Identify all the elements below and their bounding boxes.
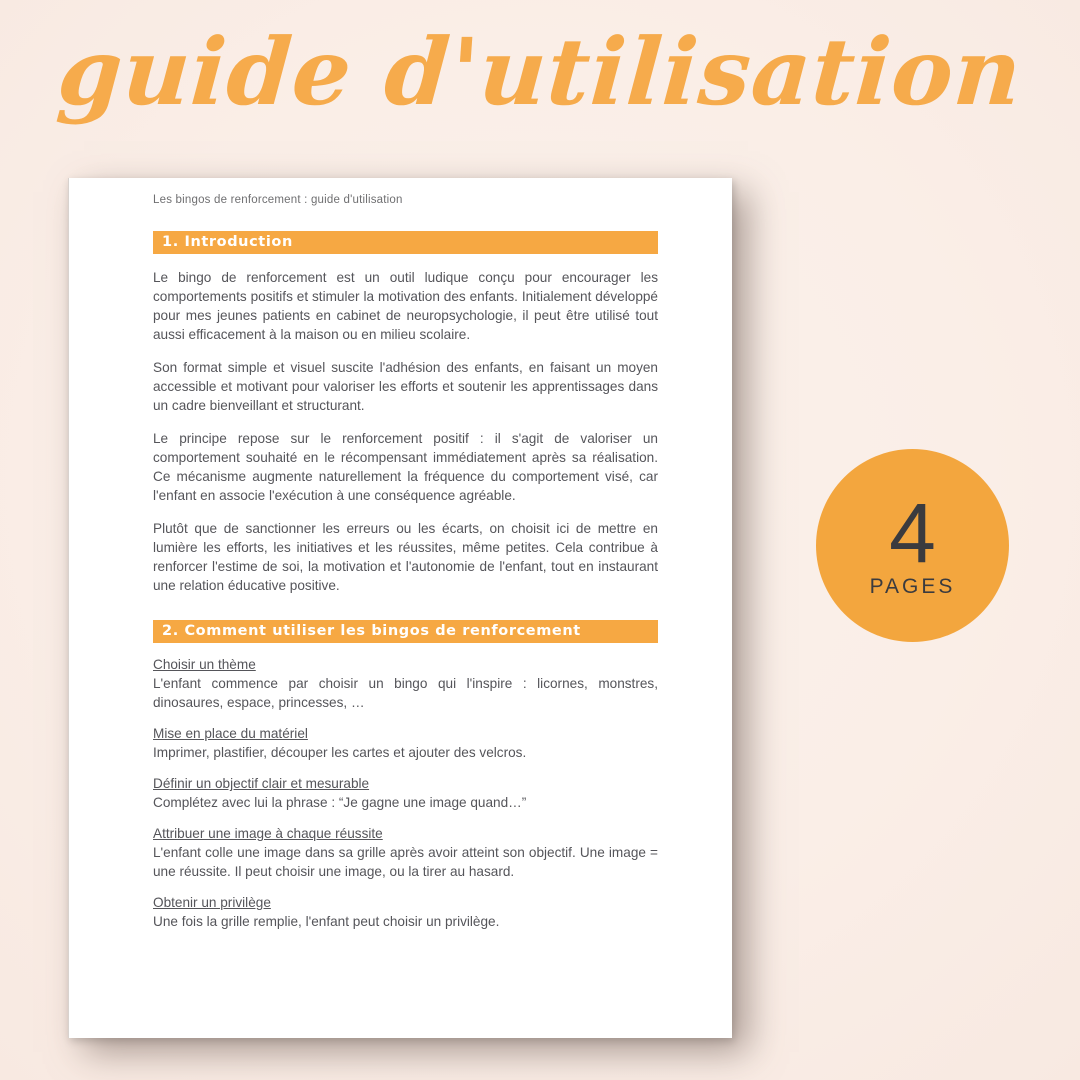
section-heading-introduction: 1. Introduction bbox=[153, 231, 658, 254]
pages-label: PAGES bbox=[869, 574, 956, 598]
intro-paragraph-4: Plutôt que de sanctionner les erreurs ou les écarts, on choisit ici de mettre en lumière les efforts, les initiatives et les réussites, même petites. Cela contribue à renforcer l'estime de soi, la motivation et l'autonomie de l'enfant, tout en instaurant une relation éducative positive. bbox=[153, 521, 658, 593]
section-heading-usage: 2. Comment utiliser les bingos de renforcement bbox=[153, 620, 658, 643]
subsection-text: Complétez avec lui la phrase : “Je gagne une image quand…” bbox=[153, 795, 527, 810]
subsection-define-goal bbox=[153, 774, 658, 812]
subsection-text: Imprimer, plastifier, découper les cartes et ajouter des velcros. bbox=[153, 745, 527, 760]
subsection-choose-theme bbox=[153, 655, 658, 712]
subsection-text: Une fois la grille remplie, l'enfant peut choisir un privilège. bbox=[153, 914, 500, 929]
page-title: guide d'utilisation bbox=[54, 18, 1026, 126]
subsection-text: L'enfant colle une image dans sa grille après avoir atteint son objectif. Une image = une réussite. Il peut choisir une image, ou la tirer au hasard. bbox=[153, 845, 658, 879]
subsection-material-setup bbox=[153, 724, 658, 762]
subsection-title: Obtenir un privilège bbox=[153, 895, 271, 910]
pages-count: 4 bbox=[889, 485, 936, 580]
intro-paragraph-3: Le principe repose sur le renforcement positif : il s'agit de valoriser un comportement souhaité en le récompensant immédiatement après sa réalisation. Ce mécanisme augmente naturellement la fréquence du comportement visé, car l'enfant en associe l'exécution à une conséquence agréable. bbox=[153, 431, 658, 503]
subsection-title: Définir un objectif clair et mesurable bbox=[153, 776, 370, 791]
subsection-title: Mise en place du matériel bbox=[153, 726, 308, 741]
document-preview bbox=[68, 178, 732, 1038]
subsection-assign-image bbox=[153, 824, 658, 881]
subsection-title: Choisir un thème bbox=[153, 657, 256, 672]
intro-paragraph-1: Le bingo de renforcement est un outil ludique conçu pour encourager les comportements positifs et stimuler la motivation des enfants. Initialement développé pour mes jeunes patients en cabinet de neuropsychologie, il peut être utilisé tout aussi efficacement à la maison ou en milieu scolaire. bbox=[153, 270, 658, 342]
intro-paragraph-2: Son format simple et visuel suscite l'adhésion des enfants, en faisant un moyen accessible et motivant pour valoriser les efforts et soutenir les apprentissages dans un cadre bienveillant et structurant. bbox=[153, 360, 658, 413]
subsection-text: L'enfant commence par choisir un bingo qui l'inspire : licornes, monstres, dinosaures, espace, princesses, … bbox=[153, 676, 658, 710]
document-content bbox=[69, 178, 732, 931]
subsection-title: Attribuer une image à chaque réussite bbox=[153, 826, 383, 841]
document-header: Les bingos de renforcement : guide d'utilisation bbox=[153, 194, 403, 206]
pages-badge bbox=[816, 449, 1009, 642]
subsection-earn-privilege bbox=[153, 893, 658, 931]
